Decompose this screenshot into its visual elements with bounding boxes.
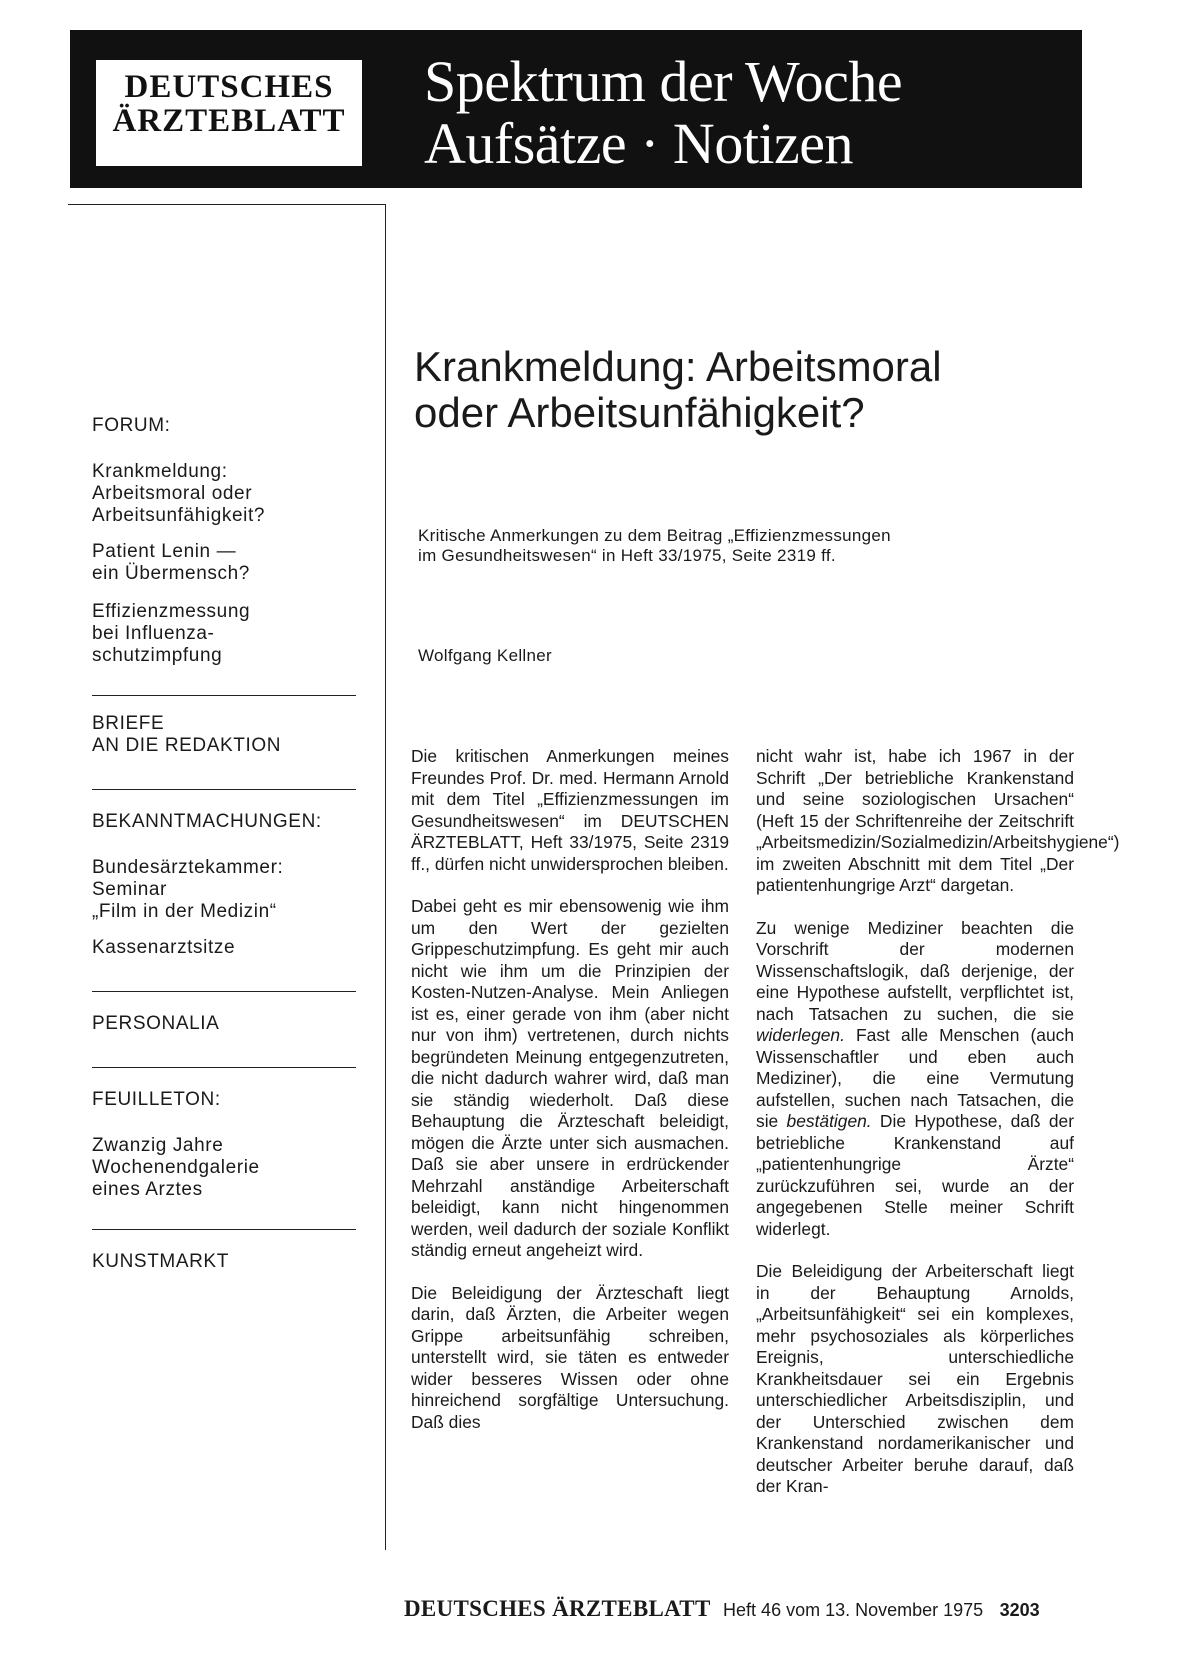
toc-forum-item-krankmeldung[interactable]: Krankmeldung: Arbeitsmoral oder Arbeitsunfähigkeit? xyxy=(92,461,266,526)
article-subtitle: Kritische Anmerkungen zu dem Beitrag „Effizienzmessungen im Gesundheitswesen“ in Heft 33/1975, Seite 2319 ff. xyxy=(418,526,891,565)
page-number: 3203 xyxy=(999,1600,1040,1620)
toc-personalia-heading[interactable]: PERSONALIA xyxy=(92,1013,220,1034)
publication-logo xyxy=(96,60,362,166)
text-run: Fast alle Menschen (auch Wissenschaftler und eben auch Mediziner), die eine Vermutung aufstellen, suchen nach Tatsachen, die sie xyxy=(756,1025,1074,1131)
table-of-contents xyxy=(68,204,386,1550)
article-column-2 xyxy=(756,746,1120,1519)
masthead-band xyxy=(70,30,1082,188)
emphasis: bestätigen. xyxy=(786,1111,872,1131)
masthead-subtitle: Aufsätze · Notizen xyxy=(424,111,854,176)
article-column-1 xyxy=(411,746,729,1454)
toc-forum-item-lenin[interactable]: Patient Lenin — ein Übermensch? xyxy=(92,541,250,584)
paragraph: Die Beleidigung der Arbeiterschaft liegt in der Behauptung Arnolds, „Arbeitsunfähigkeit“ sei ein komplexes, mehr psychosoziales als körperliches Ereignis, unterschiedliche Krankheitsdauer sei ein Ergebnis unterschiedlicher Arbeitsdisziplin, und der Unterschied zwischen dem Krankenstand nordamerikanischer und deutscher Arbeiter beruhe darauf, daß der Kran- xyxy=(756,1261,1074,1496)
masthead-title: Spektrum der Woche xyxy=(424,49,903,114)
toc-forum-heading: FORUM: xyxy=(92,415,171,436)
toc-feuilleton-heading: FEUILLETON: xyxy=(92,1089,221,1110)
paragraph: nicht wahr ist, habe ich 1967 in der Schrift „Der betriebliche Krankenstand und seine soziologischen Ursachen“ (Heft 15 der Schriftenreihe der Zeitschrift „Arbeitsmedizin/Sozialmedizin/Arbeitshygiene“) im zweiten Abschnitt mit dem Titel „Der patientenhungrige Arzt“ dargetan. xyxy=(756,746,1120,895)
toc-bekannt-item-kassenarztsitze[interactable]: Kassenarztsitze xyxy=(92,937,236,958)
toc-divider xyxy=(92,991,356,992)
toc-bekannt-item-seminar[interactable]: Bundesärztekammer: Seminar „Film in der Medizin“ xyxy=(92,857,284,922)
toc-kunstmarkt-heading[interactable]: KUNSTMARKT xyxy=(92,1251,229,1272)
text-run: Zu wenige Mediziner beachten die Vorschrift der modernen Wissenschaftslogik, daß derjenige, der eine Hypothese aufstellt, verpflichtet ist, nach Tatsachen zu suchen, die sie xyxy=(756,917,1074,1024)
emphasis: widerlegen. xyxy=(756,1025,845,1045)
article-author: Wolfgang Kellner xyxy=(418,646,552,665)
paragraph: Die kritischen Anmerkungen meines Freundes Prof. Dr. med. Hermann Arnold mit dem Titel „Effizienzmessungen im Gesundheitswesen“ im DEUTSCHEN ÄRZTEBLATT, Heft 33/1975, Seite 2319 ff., dürfen nicht unwidersprochen bleiben. xyxy=(411,746,729,874)
toc-briefe-heading[interactable]: BRIEFE AN DIE REDAKTION xyxy=(92,713,282,756)
toc-divider xyxy=(92,1229,356,1230)
toc-divider xyxy=(92,789,356,790)
toc-forum-item-effizienz[interactable]: Effizienzmessung bei Influenza- schutzimpfung xyxy=(92,601,251,666)
paragraph xyxy=(756,918,1074,1241)
text-run: Die Hypothese, daß der betriebliche Krankenstand auf „patientenhungrige Ärzte“ zurückzuführen sei, wurde an der angegebenen Stelle meiner Schrift widerlegt. xyxy=(756,1111,1074,1239)
footer-issue: Heft 46 vom 13. November 1975 xyxy=(723,1600,984,1620)
article-headline: Krankmeldung: Arbeitsmoral oder Arbeitsunfähigkeit? xyxy=(414,343,942,436)
page-footer xyxy=(404,1596,1040,1622)
logo-line-2: ÄRZTEBLATT xyxy=(112,103,346,139)
toc-divider xyxy=(92,695,356,696)
paragraph: Dabei geht es mir ebensowenig wie ihm um den Wert der gezielten Grippeschutzimpfung. Es geht mir auch nicht wie ihm um die Prinzipien der Kosten-Nutzen-Analyse. Mein Anliegen ist es, einer gerade von ihm (aber nicht nur von ihm) vertretenen, durch nichts begründeten Meinung entgegenzutreten, die nicht dadurch wahrer wird, daß man sie ständig wiederholt. Daß diese Behauptung die Ärzteschaft beleidigt, mögen die Ärzte unter sich ausmachen. Daß sie aber unsere in erdrückender Mehrzahl anständige Arbeiterschaft beleidigt, kann nicht hingenommen werden, weil dadurch der soziale Konflikt ständig erneut angeheizt wird. xyxy=(411,896,729,1260)
toc-feuilleton-item-galerie[interactable]: Zwanzig Jahre Wochenendgalerie eines Arztes xyxy=(92,1135,260,1200)
footer-publication: DEUTSCHES ÄRZTEBLATT xyxy=(404,1596,711,1621)
toc-divider xyxy=(92,1067,356,1068)
toc-bekanntmachungen-heading: BEKANNTMACHUNGEN: xyxy=(92,811,322,832)
logo-line-1: DEUTSCHES xyxy=(124,69,334,105)
paragraph: Die Beleidigung der Ärzteschaft liegt darin, daß Ärzten, die Arbeiter wegen Grippe arbeitsunfähig schreiben, unterstellt wird, sie täten es entweder wider besseres Wissen oder ohne hinreichend sorgfältige Untersuchung. Daß dies xyxy=(411,1282,729,1432)
